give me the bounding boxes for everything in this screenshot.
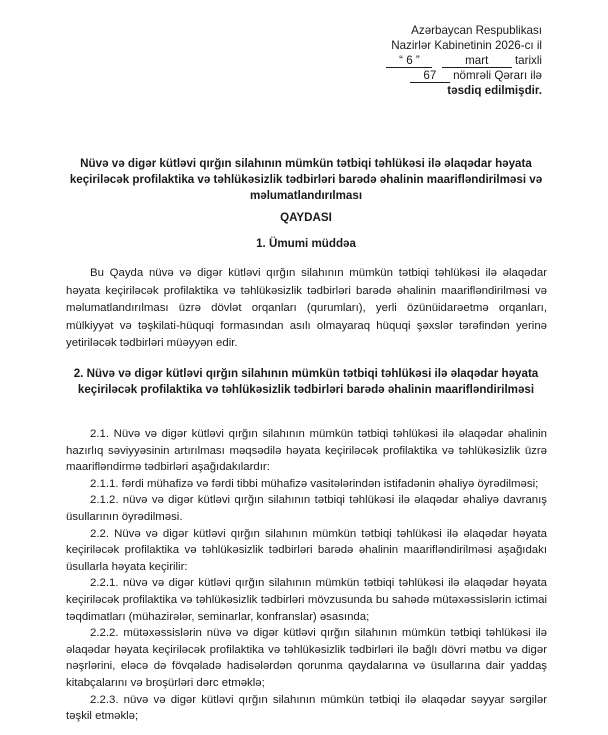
- paragraph-2-1-1: 2.1.1. fərdi mühafizə və fərdi tibbi mühafizə vasitələrindən istifadənin əhaliyə öyrədilməsi;: [90, 477, 539, 490]
- paragraph-2-2-3: 2.2.3. nüvə və digər kütləvi qırğın silahının mümkün tətbiqi ilə əlaqədar səyyar sərgilər təşkil etməklə;: [66, 693, 547, 723]
- section-1-body: [66, 265, 547, 353]
- approval-approved: təsdiq edilmişdir.: [447, 84, 542, 97]
- approval-number: 67: [410, 70, 450, 83]
- paragraph-2-1-2: 2.1.2. nüvə və digər kütləvi qırğın silahının tətbiqi təhlükəsi ilə əlaqədar əhaliyə davranış üsullarının öyrədilməsi.: [66, 494, 547, 523]
- section-1-paragraph: Bu Qayda nüvə və digər kütləvi qırğın silahının mümkün tətbiqi təhlükəsi ilə əlaqədar həyata keçiriləcək profilaktika və təhlükəsizlik tədbirləri barədə əhalinin maarifləndirilməsi və məlumatlandırılması üzrə dövlət orqanları (qurumları), yerli özünüidarəetmə orqanları, mülkiyyət və təşkilati-hüquqi formasından asılı olmayaraq hüquqi şəxslər tərəfindən yerinə yetiriləcək tədbirləri müəyyən edir.: [66, 267, 547, 349]
- approval-date-line: [360, 53, 542, 68]
- paragraph-2-2-2: 2.2.2. mütəxəssislərin nüvə və digər kütləvi qırğın silahının mümkün tətbiqi təhlükəsi ilə əlaqədar həyata keçiriləcək profilaktika və təhlükəsizlik tədbirləri ilə bağlı dövri mətbu və digər nəşrlərini, eləcə də fövqəladə hadisələrdən qorunma qaydalarına və üsullarına dair yaddaş kitabçalarını və broşürləri dərc etməklə;: [66, 627, 547, 689]
- approval-date-suffix: tarixli: [514, 54, 542, 67]
- approval-stamp: [360, 23, 542, 98]
- document-subtitle: QAYDASI: [280, 211, 332, 224]
- section-2-heading: 2. Nüvə və digər kütləvi qırğın silahının mümkün tətbiqi təhlükəsi ilə əlaqədar həyata keçiriləcək profilaktika və təhlükəsizlik tədbirləri barədə əhalinin maarifləndirilməsi: [73, 367, 539, 396]
- approval-month: mart: [442, 55, 512, 68]
- paragraph-2-1: 2.1. Nüvə və digər kütləvi qırğın silahının mümkün tətbiqi təhlükəsi ilə əlaqədar əhalinin hazırlıq səviyyəsinin artırılması məqsədilə həyata keçiriləcək profilaktika və təhlükəsizlik üzrə maarifləndirmə tədbirləri aşağıdakılardır:: [66, 428, 547, 474]
- document-title: Nüvə və digər kütləvi qırğın silahının mümkün tətbiqi təhlükəsi ilə əlaqədar həyata keçiriləcək profilaktika və təhlükəsizlik tədbirləri barədə əhalinin maarifləndirilməsi və məlumatlandırılması: [69, 157, 543, 202]
- approval-line-cabinet: Nazirlər Kabinetinin 2026-cı il: [391, 39, 542, 52]
- paragraph-2-2: 2.2. Nüvə və digər kütləvi qırğın silahının mümkün tətbiqi təhlükəsi ilə əlaqədar həyata keçiriləcək profilaktika və təhlükəsizlik tədbirləri barədə əhalinin maarifləndirilməsi aşağıdakı üsullarla həyata keçirilir:: [66, 527, 547, 573]
- approval-number-suffix: nömrəli Qərarı ilə: [453, 69, 542, 82]
- approval-number-line: [360, 68, 542, 83]
- approval-line-republic: Azərbaycan Respublikası: [411, 24, 542, 37]
- paragraph-2-2-1: 2.2.1. nüvə və digər kütləvi qırğın silahının mümkün tətbiqi təhlükəsi ilə əlaqədar həyata keçiriləcək profilaktika və təhlükəsizlik tədbirləri mövzusunda bu sahədə mütəxəssislərin ictimai təqdimatları (mühazirələr, seminarlar, konfranslar) əsasında;: [66, 577, 547, 623]
- section-1-heading: 1. Ümumi müddəa: [256, 237, 356, 250]
- section-2-body: [66, 426, 547, 725]
- approval-day: “ 6 ”: [386, 55, 432, 68]
